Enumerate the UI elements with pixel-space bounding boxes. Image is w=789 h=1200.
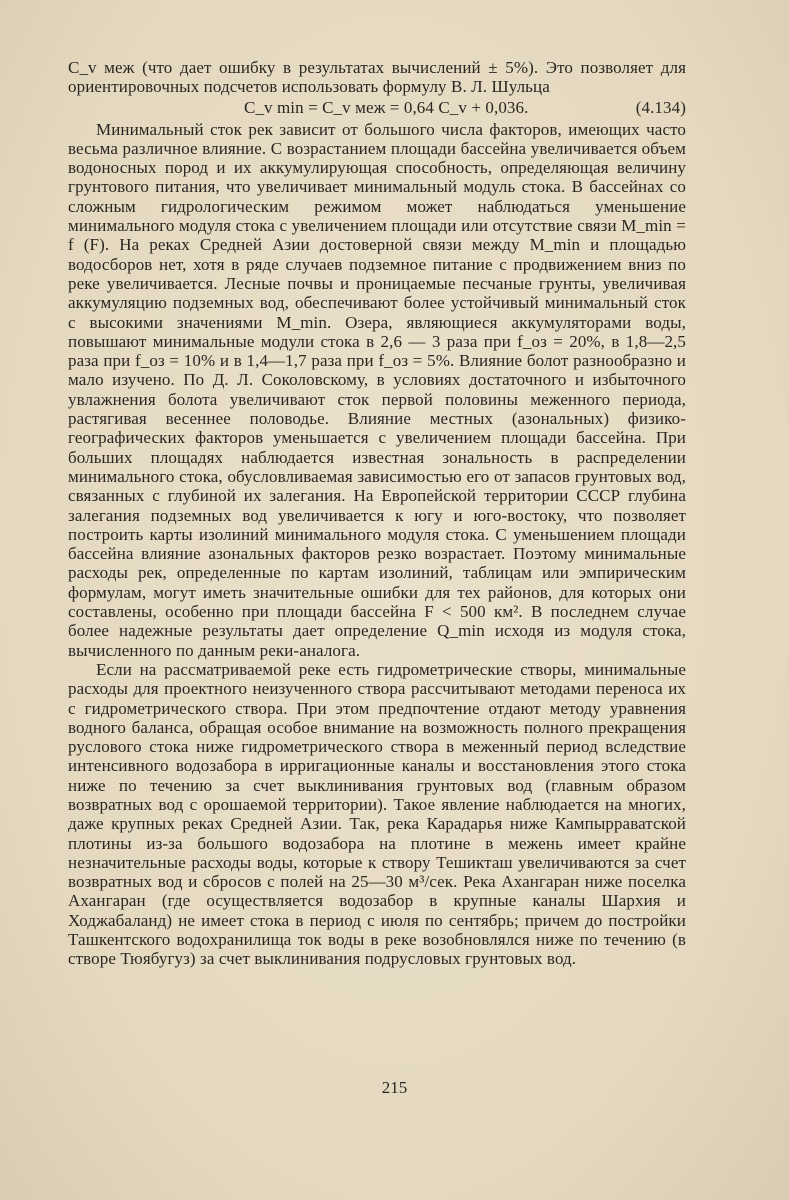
intro-paragraph: C_v меж (что дает ошибку в результатах вычислений ± 5%). Это позволяет для ориентировочных подсчетов использовать формулу В. Л. Шульца	[68, 58, 686, 97]
body-text	[68, 58, 686, 969]
formula-line	[68, 98, 686, 119]
paragraph-gauging-stations: Если на рассматриваемой реке есть гидрометрические створы, минимальные расходы для проектного неизученного створа рассчитывают методами переноса их с гидрометрического створа. При этом предпочтение отдают методу уравнения водного баланса, обращая особое внимание на возможность полного прекращения руслового стока ниже гидрометрического створа в меженный период вследствие интенсивного водозабора в ирригационные каналы и восстановления этого стока ниже по течению за счет выклинивания грунтовых вод (главным образом возвратных вод с орошаемой территории). Такое явление наблюдается на многих, даже крупных реках Средней Азии. Так, река Карадарья ниже Кампырраватской плотины из-за большого водозабора на плотине в межень имеет крайне незначительные расходы воды, которые к створу Тешикташ увеличиваются за счет возвратных вод и сбросов с полей на 25—30 м³/сек. Река Ахангаран ниже поселка Ахангаран (где осуществляется водозабор в крупные каналы Шархия и Ходжабаланд) не имеет стока в период с июля по сентябрь; причем до постройки Ташкентского водохранилища ток воды в реке возобновлялся ниже по течению (в створе Тюябугуз) за счет выклинивания подрусловых грунтовых вод.	[68, 659, 686, 969]
formula-expression: C_v min = C_v меж = 0,64 C_v + 0,036.	[244, 97, 529, 117]
formula-number: (4.134)	[635, 97, 686, 117]
page-number: 215	[381, 1078, 408, 1097]
paragraph-minimal-runoff: Минимальный сток рек зависит от большого числа факторов, имеющих часто весьма различное влияние. С возрастанием площади бассейна увеличивается объем водоносных пород и их аккумулирующая способность, определяющая величину грунтового питания, что увеличивает минимальный модуль стока. В бассейнах со сложным гидрологическим режимом может наблюдаться уменьшение минимального модуля стока с увеличением площади или отсутствие связи M_min = f (F). На реках Средней Азии достоверной связи между M_min и площадью водосборов нет, хотя в ряде случаев подземное питание с продвижением вниз по реке увеличивается. Лесные почвы и проницаемые песчаные грунты, увеличивая аккумуляцию подземных вод, обеспечивают более устойчивый минимальный сток с высокими значениями M_min. Озера, являющиеся аккумуляторами воды, повышают минимальные модули стока в 2,6 — 3 раза при f_оз = 20%, в 1,8—2,5 раза при f_оз = 10% и в 1,4—1,7 раза при f_оз = 5%. Влияние болот разнообразно и мало изучено. По Д. Л. Соколовскому, в условиях достаточного и избыточного увлажнения болота увеличивают сток первой половины меженного периода, растягивая весеннее половодье. Влияние местных (азональных) физико-географических факторов уменьшается с увеличением площади бассейна. При больших площадях наблюдается известная зональность в распределении минимального стока, обусловливаемая зависимостью его от запасов грунтовых вод, связанных с глубиной их залегания. На Европейской территории СССР глубина залегания подземных вод увеличивается к югу и юго-востоку, что позволяет построить карты изолиний минимального модуля стока. С уменьшением площади бассейна влияние азональных факторов резко возрастает. Поэтому минимальные расходы рек, определенные по картам изолиний, таблицам или эмпирическим формулам, могут иметь значительные ошибки для тех районов, для которых они составлены, особенно при площади бассейна F < 500 км². В последнем случае более надежные результаты дает определение Q_min исходя из модуля стока, вычисленного по данным реки-аналога.	[68, 119, 686, 660]
